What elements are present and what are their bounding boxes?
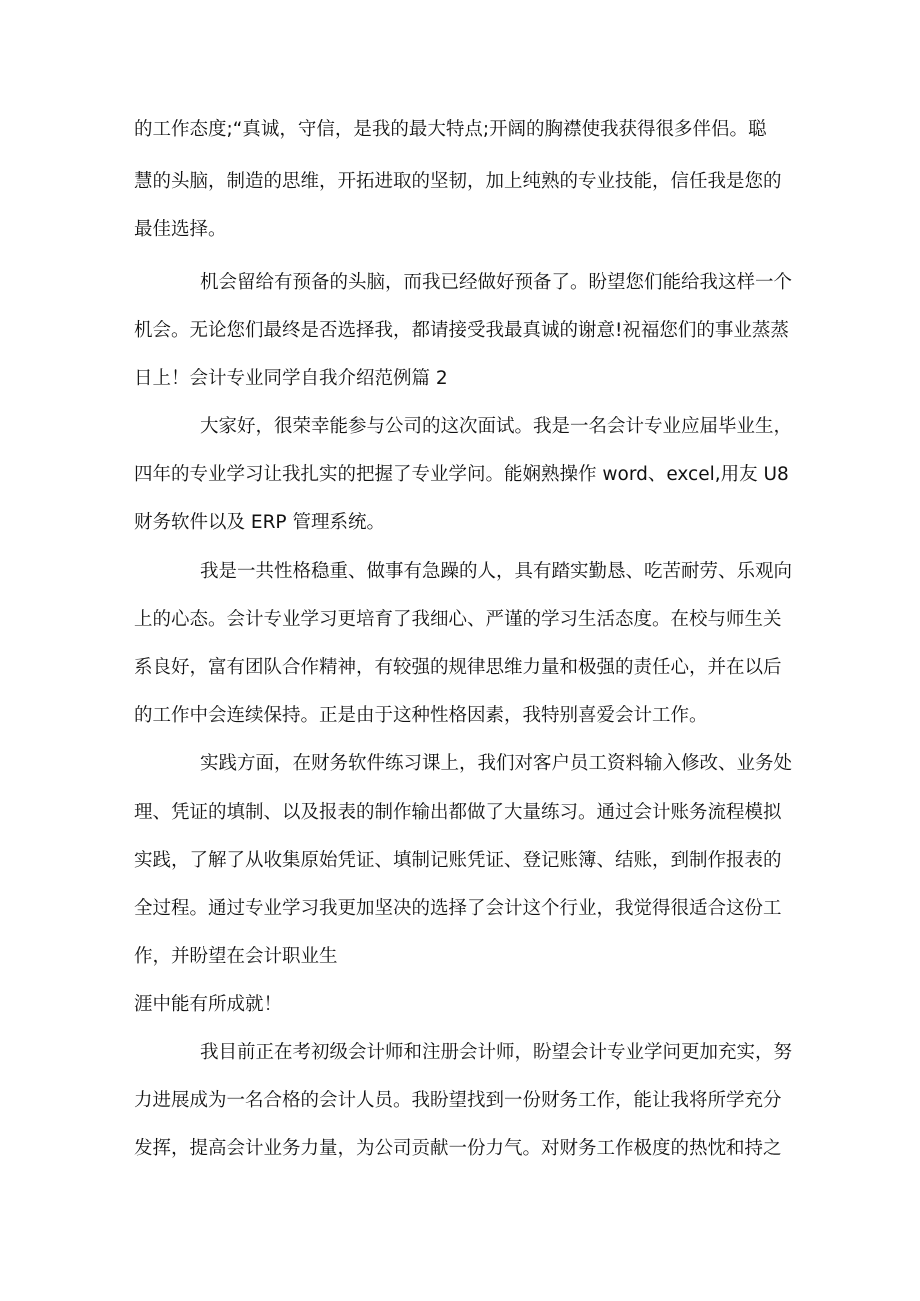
paragraph-first-line: 大家好，很荣幸能参与公司的这次面试。我是一名会计专业应届毕业生， bbox=[200, 416, 793, 437]
text-line: 发挥，提高会计业务力量，为公司贡献一份力气。对财务工作极度的热忱和持之 bbox=[134, 1138, 782, 1159]
text-line: 机会。无论您们最终是否选择我，都请接受我最真诚的谢意!祝福您们的事业蒸蒸 bbox=[134, 320, 789, 341]
text-line: 力进展成为一名合格的会计人员。我盼望找到一份财务工作，能让我将所学充分 bbox=[134, 1090, 782, 1111]
paragraph-first-line: 我目前正在考初级会计师和注册会计师，盼望会计专业学问更加充实，努 bbox=[200, 1042, 793, 1063]
text-line: 最佳选择。 bbox=[134, 219, 227, 240]
text-line: 实践，了解了从收集原始凭证、填制记账凭证、登记账簿、结账，到制作报表的 bbox=[134, 850, 782, 871]
text-line: 财务软件以及 ERP 管理系统。 bbox=[134, 512, 385, 533]
paragraph-first-line: 实践方面，在财务软件练习课上，我们对客户员工资料输入修改、业务处 bbox=[200, 753, 793, 774]
text-line: 全过程。通过专业学习我更加坚决的选择了会计这个行业，我觉得很适合这份工 bbox=[134, 898, 782, 919]
section-heading-line: 日上！会计专业同学自我介绍范例篇 2 bbox=[134, 368, 448, 389]
text-line: 理、凭证的填制、以及报表的制作输出都做了大量练习。通过会计账务流程模拟 bbox=[134, 802, 782, 823]
paragraph-first-line: 机会留给有预备的头脑，而我已经做好预备了。盼望您们能给我这样一个 bbox=[200, 272, 793, 293]
text-line: 系良好，富有团队合作精神，有较强的规律思维力量和极强的责任心，并在以后 bbox=[134, 657, 782, 678]
text-line: 慧的头脑，制造的思维，开拓进取的坚韧，加上纯熟的专业技能，信任我是您的 bbox=[134, 171, 782, 192]
text-line: 的工作中会连续保持。正是由于这种性格因素，我特别喜爱会计工作。 bbox=[134, 705, 708, 726]
text-line: 涯中能有所成就！ bbox=[134, 994, 283, 1015]
text-line: 四年的专业学习让我扎实的把握了专业学问。能娴熟操作 word、excel,用友 U8 bbox=[134, 464, 789, 485]
text-line: 的工作态度;“真诚，守信，是我的最大特点;开阔的胸襟使我获得很多伴侣。聪 bbox=[134, 119, 767, 140]
text-line: 作，并盼望在会计职业生 bbox=[134, 946, 338, 967]
paragraph-first-line: 我是一共性格稳重、做事有急躁的人，具有踏实勤恳、吃苦耐劳、乐观向 bbox=[200, 561, 793, 582]
text-line: 上的心态。会计专业学习更培育了我细心、严谨的学习生活态度。在校与师生关 bbox=[134, 609, 782, 630]
